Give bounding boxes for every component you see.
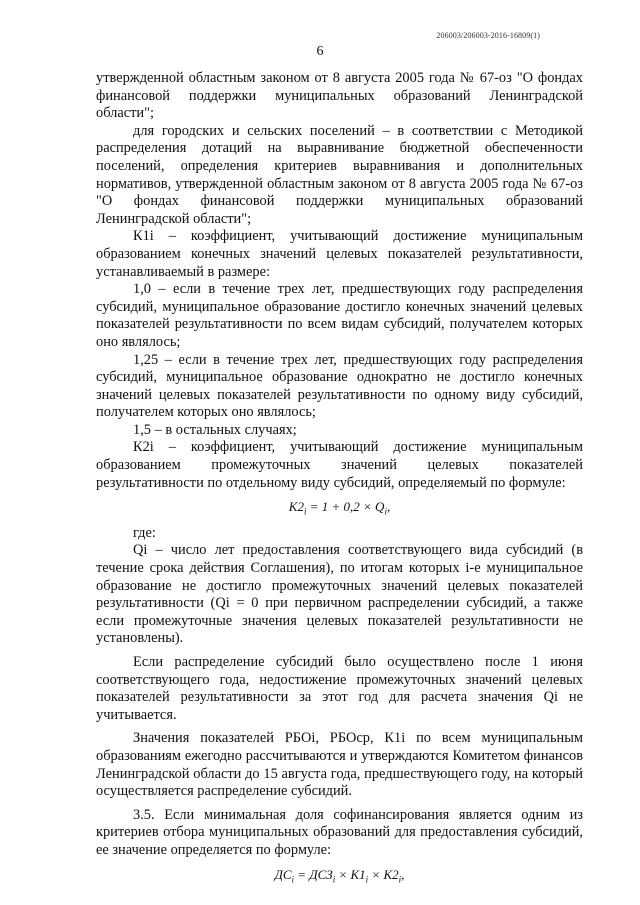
formula-lhs: K2 xyxy=(288,499,304,515)
paragraph: 1,25 – если в течение трех лет, предшествующих году распределения субсидий, муниципальное образование однократно не достигло конечных значений целевых показателей результативности по одному виду субсидий, получателем которых оно являлось; xyxy=(96,351,583,421)
formula-times: × K2 xyxy=(368,866,399,882)
paragraph: Qi – число лет предоставления соответствующего вида субсидий (в течение срока действия Соглашения), по итогам которых i-е муниципальное образование не достигло промежуточных значений целевых показателей результативности (Qi = 0 при первичном распределении субсидий, а также если промежуточные значения целевых показателей результативности не установлены). xyxy=(96,542,583,647)
page-number: 6 xyxy=(316,44,324,59)
formula-tail: , xyxy=(386,499,391,515)
formula-subscript: i xyxy=(332,874,336,885)
document-id: 206003/206003-2016-16809(1) xyxy=(436,31,540,40)
paragraph: К2i – коэффициент, учитывающий достижение муниципальным образованием промежуточных значений целевых показателей результативности по отдельному виду субсидий, определяемый по формуле: xyxy=(96,439,583,491)
formula-tail: , xyxy=(401,866,405,882)
paragraph: 3.5. Если минимальная доля софинансирования является одним из критериев отбора муниципальных образований для предоставления субсидий, ее значение определяется по формуле: xyxy=(96,806,583,858)
formula-eq: = ДСЗ xyxy=(294,866,333,882)
document-body xyxy=(96,70,583,890)
where-label: где: xyxy=(133,524,156,541)
formula-subscript: i xyxy=(398,874,402,885)
formula-dc xyxy=(96,864,583,891)
formula-subscript: i xyxy=(365,874,369,885)
paragraph: Значения показателей РБОi, РБОср, К1i по всем муниципальным образованиям ежегодно рассчитываются и утверждаются Комитетом финансов Ленинградской области до 15 августа года, предшествующего году, на который осуществляется распределение субсидий. xyxy=(96,730,583,800)
formula-subscript: i xyxy=(291,874,295,885)
paragraph: К1i – коэффициент, учитывающий достижение муниципальным образованием конечных значений целевых показателей результативности, устанавливаемый в размере: xyxy=(96,228,583,280)
paragraph: Если распределение субсидий было осуществлено после 1 июня соответствующего года, недостижение промежуточных значений целевых показателей результативности за этот год для расчета значения Qi не учитывается. xyxy=(96,654,583,723)
paragraph: утвержденной областным законом от 8 августа 2005 года № 67-оз "О фондах финансовой поддержки муниципальных образований Ленинградской области"; xyxy=(96,70,583,122)
formula-subscript: i xyxy=(384,506,387,517)
formula-lhs: ДС xyxy=(274,866,292,882)
paragraph: для городских и сельских поселений – в соответствии с Методикой распределения дотаций на выравнивание бюджетной обеспеченности поселений, определения критериев выравнивания и дополнительных нормативов, утвержденной областным законом от 8 августа 2005 года № 67-оз "О фондах финансовой поддержки муниципальных образований Ленинградской области"; xyxy=(96,122,583,227)
formula-k2 xyxy=(96,496,583,523)
formula-rhs: = 1 + 0,2 × Q xyxy=(306,499,385,515)
formula-times: × K1 xyxy=(335,866,366,882)
formula-subscript: i xyxy=(303,506,307,517)
paragraph: 1,5 – в остальных случаях; xyxy=(133,421,297,438)
paragraph: 1,0 – если в течение трех лет, предшествующих году распределения субсидий, муниципальное образование достигло конечных значений целевых показателей результативности по всем видам субсидий, получателем которых оно являлось; xyxy=(96,281,583,350)
